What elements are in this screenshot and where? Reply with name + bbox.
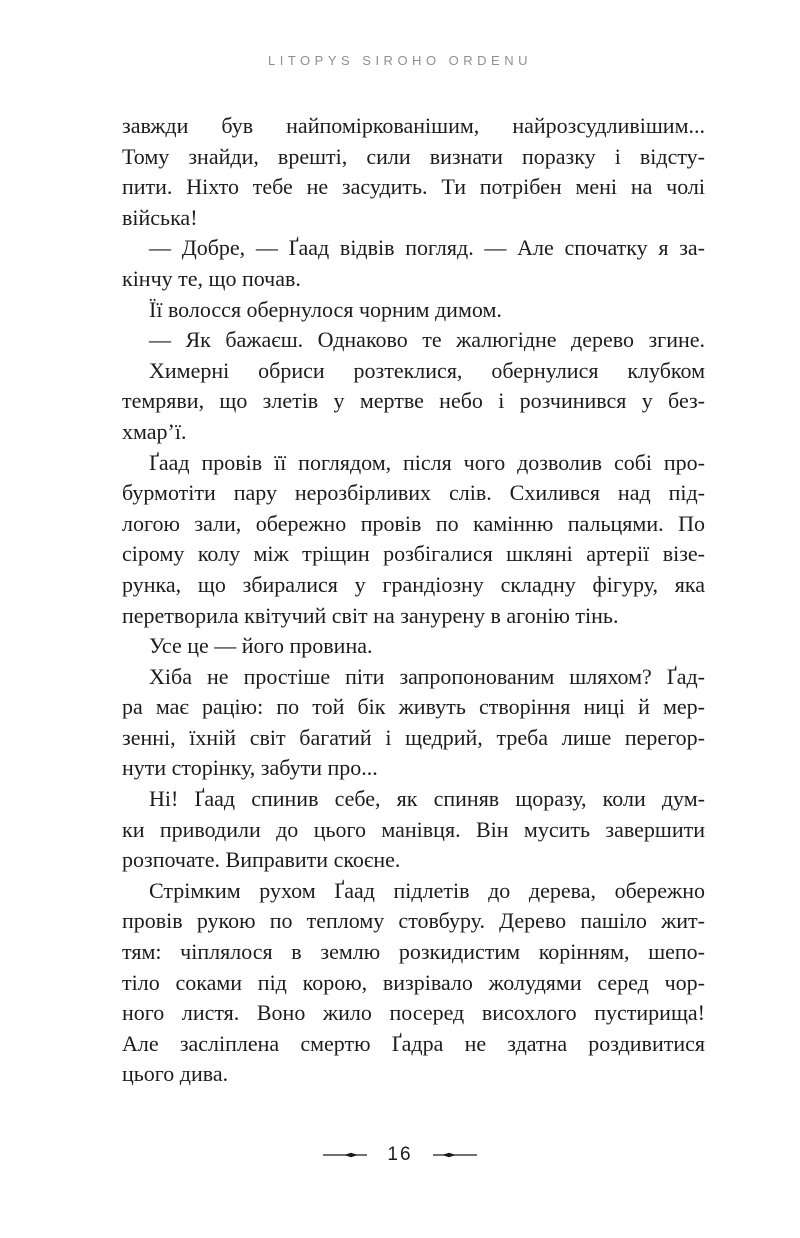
paragraph	[122, 295, 705, 326]
text-line: — Як бажаєш. Однаково те жалюгідне дерево згине.	[149, 327, 705, 353]
paragraph	[122, 662, 705, 784]
text-line: — Добре, — Ґаад відвів погляд. — Але спочатку я за-	[149, 235, 705, 261]
text-line: тям: чіплялося в землю розкидистим корінням, шепо-	[122, 939, 705, 965]
text-line: Ґаад провів її поглядом, після чого дозволив собі про-	[149, 449, 705, 475]
text-line: Але засліплена смертю Ґадра не здатна роздивитися	[122, 1030, 705, 1056]
running-header: LITOPYS SIROHO ORDENU	[267, 53, 532, 68]
text-line: хмар’ї.	[122, 418, 187, 444]
text-line: цього дива.	[122, 1061, 229, 1087]
paragraph	[122, 876, 705, 1090]
text-line: рунка, що збиралися у грандіозну складну фігуру, яка	[122, 571, 705, 597]
text-line: Стрімким рухом Ґаад підлетів до дерева, обережно	[149, 877, 705, 903]
page-ornament-left-icon	[323, 1151, 367, 1159]
text-line: бурмотіти пару нерозбірливих слів. Схилився над під-	[122, 480, 705, 506]
paragraph	[122, 111, 705, 233]
text-line: ного листя. Воно жило посеред висохлого пустирища!	[122, 1000, 705, 1026]
text-line: ки приводили до цього манівця. Він мусить завершити	[122, 816, 705, 842]
paragraph	[122, 233, 705, 294]
paragraph	[122, 356, 705, 448]
text-line: кінчу те, що почав.	[122, 265, 301, 291]
text-line: зенні, їхній світ багатий і щедрий, треба лише перегор-	[122, 724, 705, 750]
text-line: пити. Ніхто тебе не засудить. Ти потрібен мені на чолі	[122, 174, 705, 200]
text-line: розпочате. Виправити скоєне.	[122, 847, 401, 873]
text-line: темряви, що злетів у мертве небо і розчинився у без-	[122, 388, 705, 414]
text-line: провів рукою по теплому стовбуру. Дерево пашіло жит-	[122, 908, 705, 934]
text-line: Її волосся обернулося чорним димом.	[149, 296, 502, 322]
text-line: нути сторінку, забути про...	[122, 755, 378, 781]
text-line: логою зали, обережно провів по камінню пальцями. По	[122, 510, 705, 536]
paragraph	[122, 784, 705, 876]
page-footer	[0, 1140, 800, 1170]
text-line: Химерні обриси розтеклися, обернулися клубком	[149, 357, 705, 383]
paragraph	[122, 448, 705, 632]
text-line: Хіба не простіше піти запропонованим шляхом? Ґад-	[149, 663, 705, 689]
text-line: тіло соками під корою, визрівало жолудями серед чор-	[122, 969, 705, 995]
text-block	[122, 111, 705, 1090]
text-line: сірому колу між тріщин розбігалися шкляні артерії візе-	[122, 541, 705, 567]
text-line: війська!	[122, 204, 198, 230]
page-number: 16	[387, 1144, 413, 1165]
paragraph	[122, 325, 705, 356]
text-line: завжди був найпоміркованішим, найрозсудливішим...	[122, 113, 705, 138]
text-line: Усе це — його провина.	[149, 633, 373, 659]
text-line: перетворила квітучий світ на занурену в агонію тінь.	[122, 602, 619, 628]
text-line: Ні! Ґаад спинив себе, як спиняв щоразу, коли дум-	[149, 786, 705, 812]
text-line: Тому знайди, врешті, сили визнати поразку і відсту-	[122, 143, 705, 169]
paragraph	[122, 631, 705, 662]
page-ornament-right-icon	[433, 1151, 477, 1159]
text-line: ра має рацію: по той бік живуть створіння ниці й мер-	[122, 694, 705, 720]
